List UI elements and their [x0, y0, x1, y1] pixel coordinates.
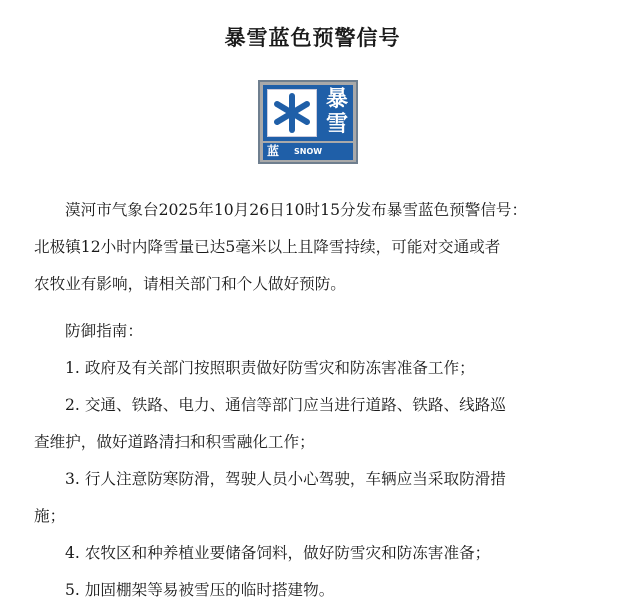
guide-item-5: 5. 加固棚架等易被雪压的临时搭建物。: [65, 581, 335, 599]
page-title: 暴雪蓝色预警信号: [224, 26, 401, 50]
icon-char-top: 暴: [325, 87, 348, 112]
icon-blue-panel: [263, 85, 353, 141]
icon-char-bottom: 雪: [325, 112, 348, 137]
announcement-paragraph: [34, 192, 594, 303]
guide-item-3-cont: 施；: [34, 507, 66, 525]
icon-bottom-bar: [263, 143, 353, 173]
guide-item-3: 3. 行人注意防寒防滑，驾驶人员小心驾驶，车辆应当采取防滑措: [65, 470, 506, 488]
icon-level-char: 蓝: [267, 144, 280, 158]
announcement-line: 农牧业有影响，请相关部门和个人做好预防。: [34, 275, 346, 293]
snowflake-icon: [267, 89, 317, 137]
icon-english-label: SNOW STORM: [294, 147, 327, 173]
guide-item-4: 4. 农牧区和种养植业要储备饲料，做好防雪灾和防冻害准备；: [65, 544, 491, 562]
guide-item-2: 2. 交通、铁路、电力、通信等部门应当进行道路、铁路、线路巡: [65, 396, 506, 414]
defense-guide: [34, 313, 594, 609]
announcement-line: 北极镇12小时内降雪量已达5毫米以上且降雪持续，可能对交通或者: [34, 238, 501, 256]
snowstorm-blue-warning-icon: [258, 80, 358, 173]
guide-item-2-cont: 查维护，做好道路清扫和积雪融化工作；: [34, 433, 315, 451]
announcement-line: 漠河市气象台2025年10月26日10时15分发布暴雪蓝色预警信号：: [65, 201, 528, 219]
guide-item-1: 1. 政府及有关部门按照职责做好防雪灾和防冻害准备工作；: [65, 359, 475, 377]
icon-chars: [323, 87, 351, 137]
guide-heading: 防御指南：: [65, 322, 143, 340]
